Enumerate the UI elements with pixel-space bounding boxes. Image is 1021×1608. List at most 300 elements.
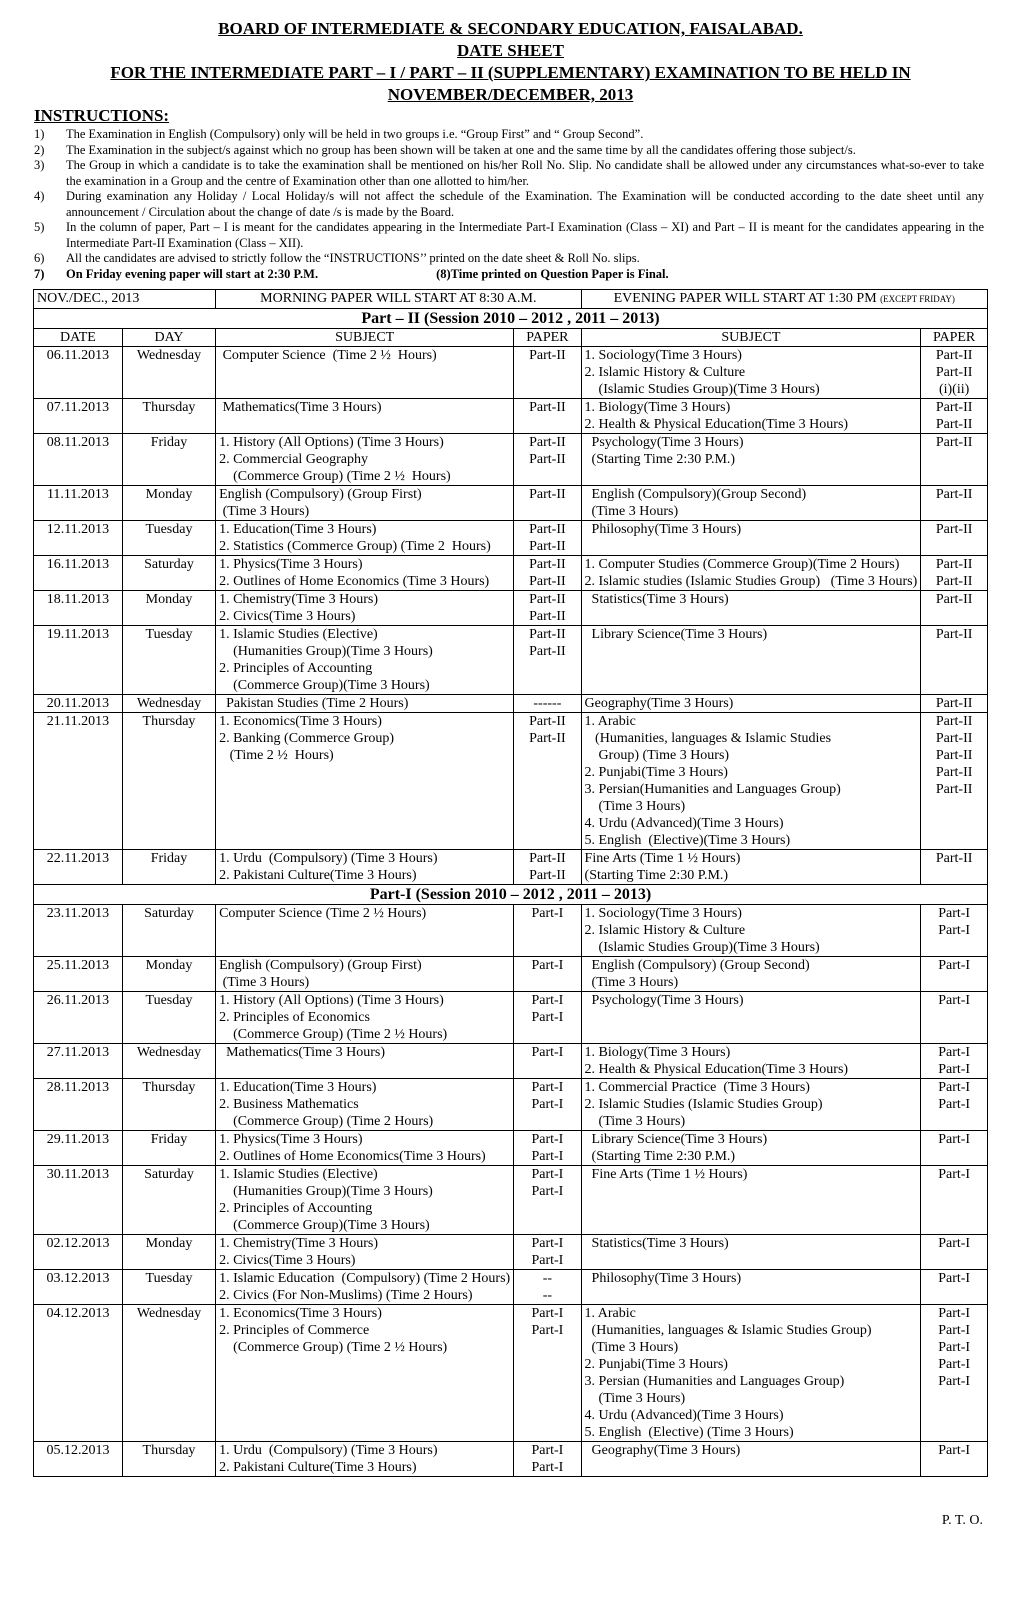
- exam-day: Saturday: [122, 1166, 215, 1235]
- instruction-item-4: [34, 189, 984, 220]
- paper-line: Part-I: [938, 1323, 971, 1338]
- subject-line: 1. Physics(Time 3 Hours): [219, 557, 363, 572]
- instruction-item-8: (8)Time printed on Question Paper is Final.: [436, 266, 669, 281]
- subject-line: (Time 3 Hours): [584, 799, 686, 814]
- subject-line: 2. Islamic Studies (Islamic Studies Group): [584, 1097, 823, 1112]
- subject-line: 2. Statistics (Commerce Group) (Time 2 Hours): [219, 539, 491, 554]
- table-row: [34, 556, 988, 591]
- morning-subject: [216, 1235, 514, 1270]
- exam-date: 30.11.2013: [34, 1166, 123, 1235]
- table-row: [34, 434, 988, 486]
- subject-line: (Commerce Group)(Time 3 Hours): [219, 1218, 430, 1233]
- evening-subject: [581, 1166, 921, 1235]
- subject-line: English (Compulsory)(Group Second): [584, 487, 807, 502]
- morning-paper: [514, 713, 581, 850]
- subject-line: Library Science(Time 3 Hours): [584, 1132, 768, 1147]
- morning-subject: [216, 1131, 514, 1166]
- paper-line: Part-II: [935, 557, 973, 572]
- document-title: DATE SHEET: [457, 41, 564, 60]
- subject-line: 3. Persian(Humanities and Languages Group): [584, 782, 841, 797]
- morning-paper: [514, 850, 581, 885]
- exam-date: 21.11.2013: [34, 713, 123, 850]
- evening-subject: [581, 1079, 921, 1131]
- subject-line: 1. Urdu (Compulsory) (Time 3 Hours): [219, 851, 438, 866]
- subject-line: 5. English (Elective)(Time 3 Hours): [584, 833, 791, 848]
- subject-line: (Time 3 Hours): [584, 504, 679, 519]
- subject-line: (Time 3 Hours): [219, 504, 310, 519]
- subject-line: 1. History (All Options) (Time 3 Hours): [219, 993, 444, 1008]
- evening-paper: [921, 1079, 988, 1131]
- exam-day: Saturday: [122, 905, 215, 957]
- table-row: [34, 1305, 988, 1442]
- paper-line: Part-I: [938, 1132, 971, 1147]
- morning-subject: [216, 591, 514, 626]
- morning-paper: [514, 626, 581, 695]
- evening-paper: [921, 1305, 988, 1442]
- evening-paper: [921, 1235, 988, 1270]
- paper-line: Part-I: [531, 993, 564, 1008]
- subject-line: Mathematics(Time 3 Hours): [219, 1045, 386, 1060]
- evening-subject: [581, 992, 921, 1044]
- morning-subject: [216, 1079, 514, 1131]
- morning-subject: [216, 399, 514, 434]
- paper-line: Part-I: [938, 1306, 971, 1321]
- morning-paper: [514, 591, 581, 626]
- morning-paper: [514, 347, 581, 399]
- table-row: [34, 957, 988, 992]
- board-title: BOARD OF INTERMEDIATE & SECONDARY EDUCATION, FAISALABAD.: [218, 19, 803, 38]
- paper-line: Part-I: [531, 1149, 564, 1164]
- exam-title-line2: NOVEMBER/DECEMBER, 2013: [387, 85, 634, 104]
- part-two-section-title: Part – II (Session 2010 – 2012 , 2011 – 2013): [34, 309, 988, 329]
- exam-date: 02.12.2013: [34, 1235, 123, 1270]
- evening-paper: [921, 521, 988, 556]
- subject-line: 2. Islamic History & Culture: [584, 365, 746, 380]
- table-row: [34, 1079, 988, 1131]
- subject-line: 1. Arabic: [584, 714, 636, 729]
- evening-paper: [921, 434, 988, 486]
- evening-subject: [581, 1044, 921, 1079]
- exam-day: Wednesday: [122, 347, 215, 399]
- exam-day: Friday: [122, 434, 215, 486]
- instruction-text: The Group in which a candidate is to take the examination shall be mentioned on his/her Roll No. Slip. No candidate shall be allowed under any circumstances what-so-ever to take the examination in a Group and the centre of Examination other than one allotted to him/her.: [66, 158, 984, 188]
- table-row: [34, 992, 988, 1044]
- evening-paper: [921, 486, 988, 521]
- morning-subject: [216, 957, 514, 992]
- morning-paper: [514, 1442, 581, 1477]
- subject-line: (Humanities, languages & Islamic Studies: [584, 731, 832, 746]
- subject-line: Statistics(Time 3 Hours): [584, 592, 729, 607]
- subject-line: (Islamic Studies Group)(Time 3 Hours): [584, 382, 820, 397]
- subject-line: (Humanities, languages & Islamic Studies Group): [584, 1323, 872, 1338]
- paper-line: Part-II: [529, 400, 566, 415]
- morning-subject: [216, 347, 514, 399]
- paper-line: Part-I: [938, 1045, 971, 1060]
- subject-line: Philosophy(Time 3 Hours): [584, 522, 742, 537]
- paper-line: Part-I: [938, 923, 971, 938]
- subject-line: Fine Arts (Time 1 ½ Hours): [584, 851, 741, 866]
- part-one-section: [34, 885, 988, 905]
- table-row: [34, 1270, 988, 1305]
- evening-paper: [921, 1044, 988, 1079]
- subject-line: 1. Commercial Practice (Time 3 Hours): [584, 1080, 810, 1095]
- subject-line: 1. Economics(Time 3 Hours): [219, 1306, 382, 1321]
- morning-subject: [216, 1442, 514, 1477]
- subject-line: 1. Biology(Time 3 Hours): [584, 1045, 731, 1060]
- morning-subject: [216, 556, 514, 591]
- subject-line: (Humanities Group)(Time 3 Hours): [219, 1184, 433, 1199]
- subject-line: 2. Punjabi(Time 3 Hours): [584, 1357, 728, 1372]
- subject-line: 1. History (All Options) (Time 3 Hours): [219, 435, 444, 450]
- exam-day: Saturday: [122, 556, 215, 591]
- paper-line: Part-II: [529, 452, 566, 467]
- subject-line: 2. Business Mathematics: [219, 1097, 359, 1112]
- morning-subject: [216, 1270, 514, 1305]
- paper-line: Part-I: [531, 958, 564, 973]
- subject-line: (Time 3 Hours): [584, 1340, 679, 1355]
- subject-line: (Time 3 Hours): [584, 975, 679, 990]
- paper-line: Part-I: [938, 1340, 971, 1355]
- morning-paper: [514, 957, 581, 992]
- column-header-row: [34, 329, 988, 347]
- paper-line: Part-I: [938, 1080, 971, 1095]
- evening-paper: [921, 992, 988, 1044]
- morning-paper: [514, 1270, 581, 1305]
- subject-line: (Humanities Group)(Time 3 Hours): [219, 644, 433, 659]
- paper-line: Part-II: [935, 748, 973, 763]
- exam-day: Wednesday: [122, 695, 215, 713]
- part-two-section: [34, 309, 988, 329]
- subject-line: English (Compulsory) (Group First): [219, 487, 422, 502]
- paper-line: Part-I: [938, 993, 971, 1008]
- table-row: [34, 1442, 988, 1477]
- instruction-item-7: [34, 267, 984, 283]
- morning-subject: [216, 626, 514, 695]
- evening-paper: [921, 399, 988, 434]
- morning-subject: [216, 992, 514, 1044]
- morning-paper: [514, 521, 581, 556]
- paper-line: Part-I: [531, 1045, 564, 1060]
- paper-line: Part-I: [938, 1167, 971, 1182]
- subject-line: (Starting Time 2:30 P.M.): [584, 868, 729, 883]
- instruction-number: 2): [34, 142, 45, 157]
- instruction-number: 7): [34, 266, 45, 281]
- paper-line: Part-II: [529, 644, 566, 659]
- subject-line: 2. Principles of Accounting: [219, 1201, 373, 1216]
- table-row: [34, 521, 988, 556]
- exam-day: Monday: [122, 957, 215, 992]
- evening-paper: [921, 695, 988, 713]
- paper-line: Part-I: [531, 1010, 564, 1025]
- paper-line: Part-II: [529, 731, 566, 746]
- evening-paper: [921, 850, 988, 885]
- subject-line: 1. Sociology(Time 3 Hours): [584, 906, 742, 921]
- exam-date: 19.11.2013: [34, 626, 123, 695]
- morning-paper: [514, 1044, 581, 1079]
- morning-subject: [216, 850, 514, 885]
- paper-line: Part-I: [531, 1184, 564, 1199]
- exam-date: 04.12.2013: [34, 1305, 123, 1442]
- subject-line: (Commerce Group) (Time 2 ½ Hours): [219, 1340, 448, 1355]
- exam-date: 18.11.2013: [34, 591, 123, 626]
- evening-paper: [921, 591, 988, 626]
- subject-line: 2. Civics (For Non-Muslims) (Time 2 Hours): [219, 1288, 473, 1303]
- exam-day: Tuesday: [122, 521, 215, 556]
- exam-day: Monday: [122, 486, 215, 521]
- paper-line: Part-II: [529, 868, 566, 883]
- morning-paper: [514, 992, 581, 1044]
- subject-line: 2. Health & Physical Education(Time 3 Hours): [584, 417, 849, 432]
- evening-paper: [921, 905, 988, 957]
- morning-paper: [514, 905, 581, 957]
- table-row: [34, 1235, 988, 1270]
- evening-subject: [581, 850, 921, 885]
- table-row: [34, 486, 988, 521]
- subject-line: 2. Health & Physical Education(Time 3 Hours): [584, 1062, 849, 1077]
- paper-line: Part-I: [531, 1132, 564, 1147]
- instruction-item-6: [34, 251, 984, 267]
- morning-subject: [216, 486, 514, 521]
- subject-line: Computer Science (Time 2 ½ Hours): [219, 348, 437, 363]
- subject-line: 1. Education(Time 3 Hours): [219, 522, 377, 537]
- evening-subject: [581, 486, 921, 521]
- subject-line: (Time 3 Hours): [584, 1114, 686, 1129]
- evening-paper: [921, 957, 988, 992]
- subject-line: 1. Urdu (Compulsory) (Time 3 Hours): [219, 1443, 438, 1458]
- instruction-number: 4): [34, 189, 45, 203]
- subject-line: English (Compulsory) (Group Second): [584, 958, 810, 973]
- paper-line: (i)(ii): [938, 382, 970, 397]
- evening-exception: (EXCEPT FRIDAY): [880, 294, 955, 304]
- date-sheet-table: [33, 289, 988, 1477]
- subject-line: Fine Arts (Time 1 ½ Hours): [584, 1167, 748, 1182]
- exam-date: 26.11.2013: [34, 992, 123, 1044]
- evening-subject: [581, 1270, 921, 1305]
- table-top-row: [34, 290, 988, 309]
- paper-line: Part-I: [938, 1062, 971, 1077]
- paper-line: Part-II: [935, 782, 973, 797]
- evening-start-text: EVENING PAPER WILL START AT 1:30 PM: [613, 291, 877, 306]
- subject-line: 2. Civics(Time 3 Hours): [219, 609, 356, 624]
- subject-line: Psychology(Time 3 Hours): [584, 993, 744, 1008]
- paper-line: Part-II: [935, 765, 973, 780]
- paper-line: Part-II: [529, 435, 566, 450]
- header-morning-subject: SUBJECT: [216, 329, 514, 347]
- paper-line: Part-I: [531, 1236, 564, 1251]
- paper-line: Part-I: [531, 906, 564, 921]
- instruction-text: On Friday evening paper will start at 2:30 P.M.: [66, 266, 319, 281]
- paper-line: Part-II: [935, 731, 973, 746]
- paper-line: Part-II: [529, 851, 566, 866]
- table-row: [34, 695, 988, 713]
- morning-subject: [216, 1305, 514, 1442]
- evening-subject: [581, 1305, 921, 1442]
- exam-date: 25.11.2013: [34, 957, 123, 992]
- exam-day: Wednesday: [122, 1044, 215, 1079]
- paper-line: Part-I: [531, 1167, 564, 1182]
- exam-day: Thursday: [122, 1442, 215, 1477]
- exam-day: Monday: [122, 1235, 215, 1270]
- instruction-text: The Examination in the subject/s against which no group has been shown will be taken at one and the same time by all the candidates offering those subject/s.: [66, 142, 856, 157]
- evening-subject: [581, 347, 921, 399]
- exam-date: 07.11.2013: [34, 399, 123, 434]
- subject-line: 2. Principles of Commerce: [219, 1323, 370, 1338]
- exam-date: 03.12.2013: [34, 1270, 123, 1305]
- evening-subject: [581, 591, 921, 626]
- evening-paper: [921, 1131, 988, 1166]
- evening-paper: [921, 1442, 988, 1477]
- paper-line: Part-I: [531, 1306, 564, 1321]
- paper-line: Part-II: [935, 696, 973, 711]
- exam-date: 05.12.2013: [34, 1442, 123, 1477]
- paper-line: Part-II: [529, 609, 566, 624]
- instruction-number: 6): [34, 251, 45, 265]
- header-day: DAY: [122, 329, 215, 347]
- instruction-number: 3): [34, 158, 45, 172]
- morning-subject: [216, 521, 514, 556]
- subject-line: 4. Urdu (Advanced)(Time 3 Hours): [584, 1408, 784, 1423]
- morning-subject: [216, 713, 514, 850]
- paper-line: Part-I: [938, 1357, 971, 1372]
- subject-line: 1. Arabic: [584, 1306, 636, 1321]
- morning-paper: [514, 1166, 581, 1235]
- header-morning-paper: PAPER: [514, 329, 581, 347]
- evening-subject: [581, 695, 921, 713]
- subject-line: (Islamic Studies Group)(Time 3 Hours): [584, 940, 820, 955]
- subject-line: 1. Islamic Studies (Elective): [219, 627, 378, 642]
- subject-line: (Starting Time 2:30 P.M.): [584, 1149, 736, 1164]
- paper-line: Part-II: [529, 714, 566, 729]
- subject-line: (Time 2 ½ Hours): [219, 748, 334, 763]
- subject-line: 2. Pakistani Culture(Time 3 Hours): [219, 1460, 417, 1475]
- subject-line: 2. Civics(Time 3 Hours): [219, 1253, 356, 1268]
- paper-line: Part-I: [531, 1253, 564, 1268]
- header-evening-paper: PAPER: [921, 329, 988, 347]
- subject-line: 1. Chemistry(Time 3 Hours): [219, 592, 379, 607]
- evening-subject: [581, 1235, 921, 1270]
- subject-line: 2. Pakistani Culture(Time 3 Hours): [219, 868, 417, 883]
- session-label: NOV./DEC., 2013: [34, 290, 216, 309]
- subject-line: 2. Principles of Economics: [219, 1010, 370, 1025]
- table-row: [34, 850, 988, 885]
- morning-paper: [514, 1079, 581, 1131]
- paper-line: Part-II: [935, 400, 973, 415]
- morning-subject: [216, 695, 514, 713]
- subject-line: 2. Punjabi(Time 3 Hours): [584, 765, 728, 780]
- morning-paper: [514, 556, 581, 591]
- instruction-item-2: [34, 143, 984, 159]
- paper-line: Part-II: [529, 574, 566, 589]
- subject-line: Library Science(Time 3 Hours): [584, 627, 768, 642]
- paper-line: Part-II: [935, 365, 973, 380]
- paper-line: Part-I: [938, 1236, 971, 1251]
- instruction-text: The Examination in English (Compulsory) only will be held in two groups i.e. “Group First” and “ Group Second”.: [66, 127, 644, 141]
- morning-paper: [514, 1131, 581, 1166]
- evening-paper: [921, 713, 988, 850]
- paper-line: Part-II: [935, 348, 973, 363]
- morning-paper: [514, 1235, 581, 1270]
- exam-day: Friday: [122, 1131, 215, 1166]
- paper-line: Part-I: [938, 1374, 971, 1389]
- part-one-section-title: Part-I (Session 2010 – 2012 , 2011 – 2013): [34, 885, 988, 905]
- paper-line: --: [542, 1288, 553, 1303]
- evening-subject: [581, 905, 921, 957]
- table-row: [34, 347, 988, 399]
- subject-line: Pakistan Studies (Time 2 Hours): [219, 696, 409, 711]
- exam-date: 12.11.2013: [34, 521, 123, 556]
- subject-line: 3. Persian (Humanities and Languages Group): [584, 1374, 845, 1389]
- exam-day: Tuesday: [122, 992, 215, 1044]
- subject-line: (Time 3 Hours): [584, 1391, 686, 1406]
- paper-line: Part-II: [935, 417, 973, 432]
- subject-line: 2. Outlines of Home Economics(Time 3 Hours): [219, 1149, 486, 1164]
- paper-line: Part-II: [935, 851, 973, 866]
- evening-start-note: [581, 290, 987, 309]
- instruction-item-5: [34, 220, 984, 251]
- morning-paper: [514, 695, 581, 713]
- morning-subject: [216, 1044, 514, 1079]
- subject-line: 1. Education(Time 3 Hours): [219, 1080, 377, 1095]
- morning-paper: [514, 486, 581, 521]
- subject-line: 5. English (Elective) (Time 3 Hours): [584, 1425, 794, 1440]
- paper-line: Part-I: [938, 958, 971, 973]
- evening-subject: [581, 713, 921, 850]
- paper-line: Part-II: [935, 714, 973, 729]
- exam-day: Monday: [122, 591, 215, 626]
- subject-line: 2. Banking (Commerce Group): [219, 731, 395, 746]
- subject-line: 1. Chemistry(Time 3 Hours): [219, 1236, 379, 1251]
- evening-paper: [921, 347, 988, 399]
- paper-line: Part-I: [938, 1271, 971, 1286]
- paper-line: Part-I: [938, 1097, 971, 1112]
- paper-line: Part-II: [935, 522, 973, 537]
- paper-line: Part-II: [935, 592, 973, 607]
- exam-day: Wednesday: [122, 1305, 215, 1442]
- evening-subject: [581, 626, 921, 695]
- exam-date: 08.11.2013: [34, 434, 123, 486]
- subject-line: 2. Islamic History & Culture: [584, 923, 746, 938]
- paper-line: Part-I: [531, 1097, 564, 1112]
- paper-line: Part-II: [935, 487, 973, 502]
- morning-start-note: MORNING PAPER WILL START AT 8:30 A.M.: [216, 290, 581, 309]
- subject-line: Psychology(Time 3 Hours): [584, 435, 744, 450]
- morning-subject: [216, 1166, 514, 1235]
- evening-subject: [581, 521, 921, 556]
- exam-day: Thursday: [122, 1079, 215, 1131]
- paper-line: Part-I: [938, 906, 971, 921]
- subject-line: 1. Computer Studies (Commerce Group)(Time 2 Hours): [584, 557, 900, 572]
- subject-line: 1. Islamic Studies (Elective): [219, 1167, 378, 1182]
- morning-paper: [514, 399, 581, 434]
- paper-line: Part-II: [529, 348, 566, 363]
- morning-subject: [216, 905, 514, 957]
- table-row: [34, 1131, 988, 1166]
- exam-date: 11.11.2013: [34, 486, 123, 521]
- paper-line: ------: [533, 696, 562, 711]
- table-row: [34, 713, 988, 850]
- exam-date: 06.11.2013: [34, 347, 123, 399]
- evening-paper: [921, 556, 988, 591]
- subject-line: 1. Biology(Time 3 Hours): [584, 400, 731, 415]
- subject-line: 2. Commercial Geography: [219, 452, 368, 467]
- subject-line: 1. Islamic Education (Compulsory) (Time 2 Hours): [219, 1271, 511, 1286]
- instruction-text: In the column of paper, Part – I is meant for the candidates appearing in the Intermediate Part-I Examination (Class – XI) and Part – II is meant for the candidates appearing in the Intermediate Part-II Examination (Class – XII).: [66, 220, 984, 250]
- subject-line: 2. Principles of Accounting: [219, 661, 373, 676]
- evening-subject: [581, 434, 921, 486]
- header-evening-subject: SUBJECT: [581, 329, 921, 347]
- table-row: [34, 1166, 988, 1235]
- subject-line: 1. Sociology(Time 3 Hours): [584, 348, 742, 363]
